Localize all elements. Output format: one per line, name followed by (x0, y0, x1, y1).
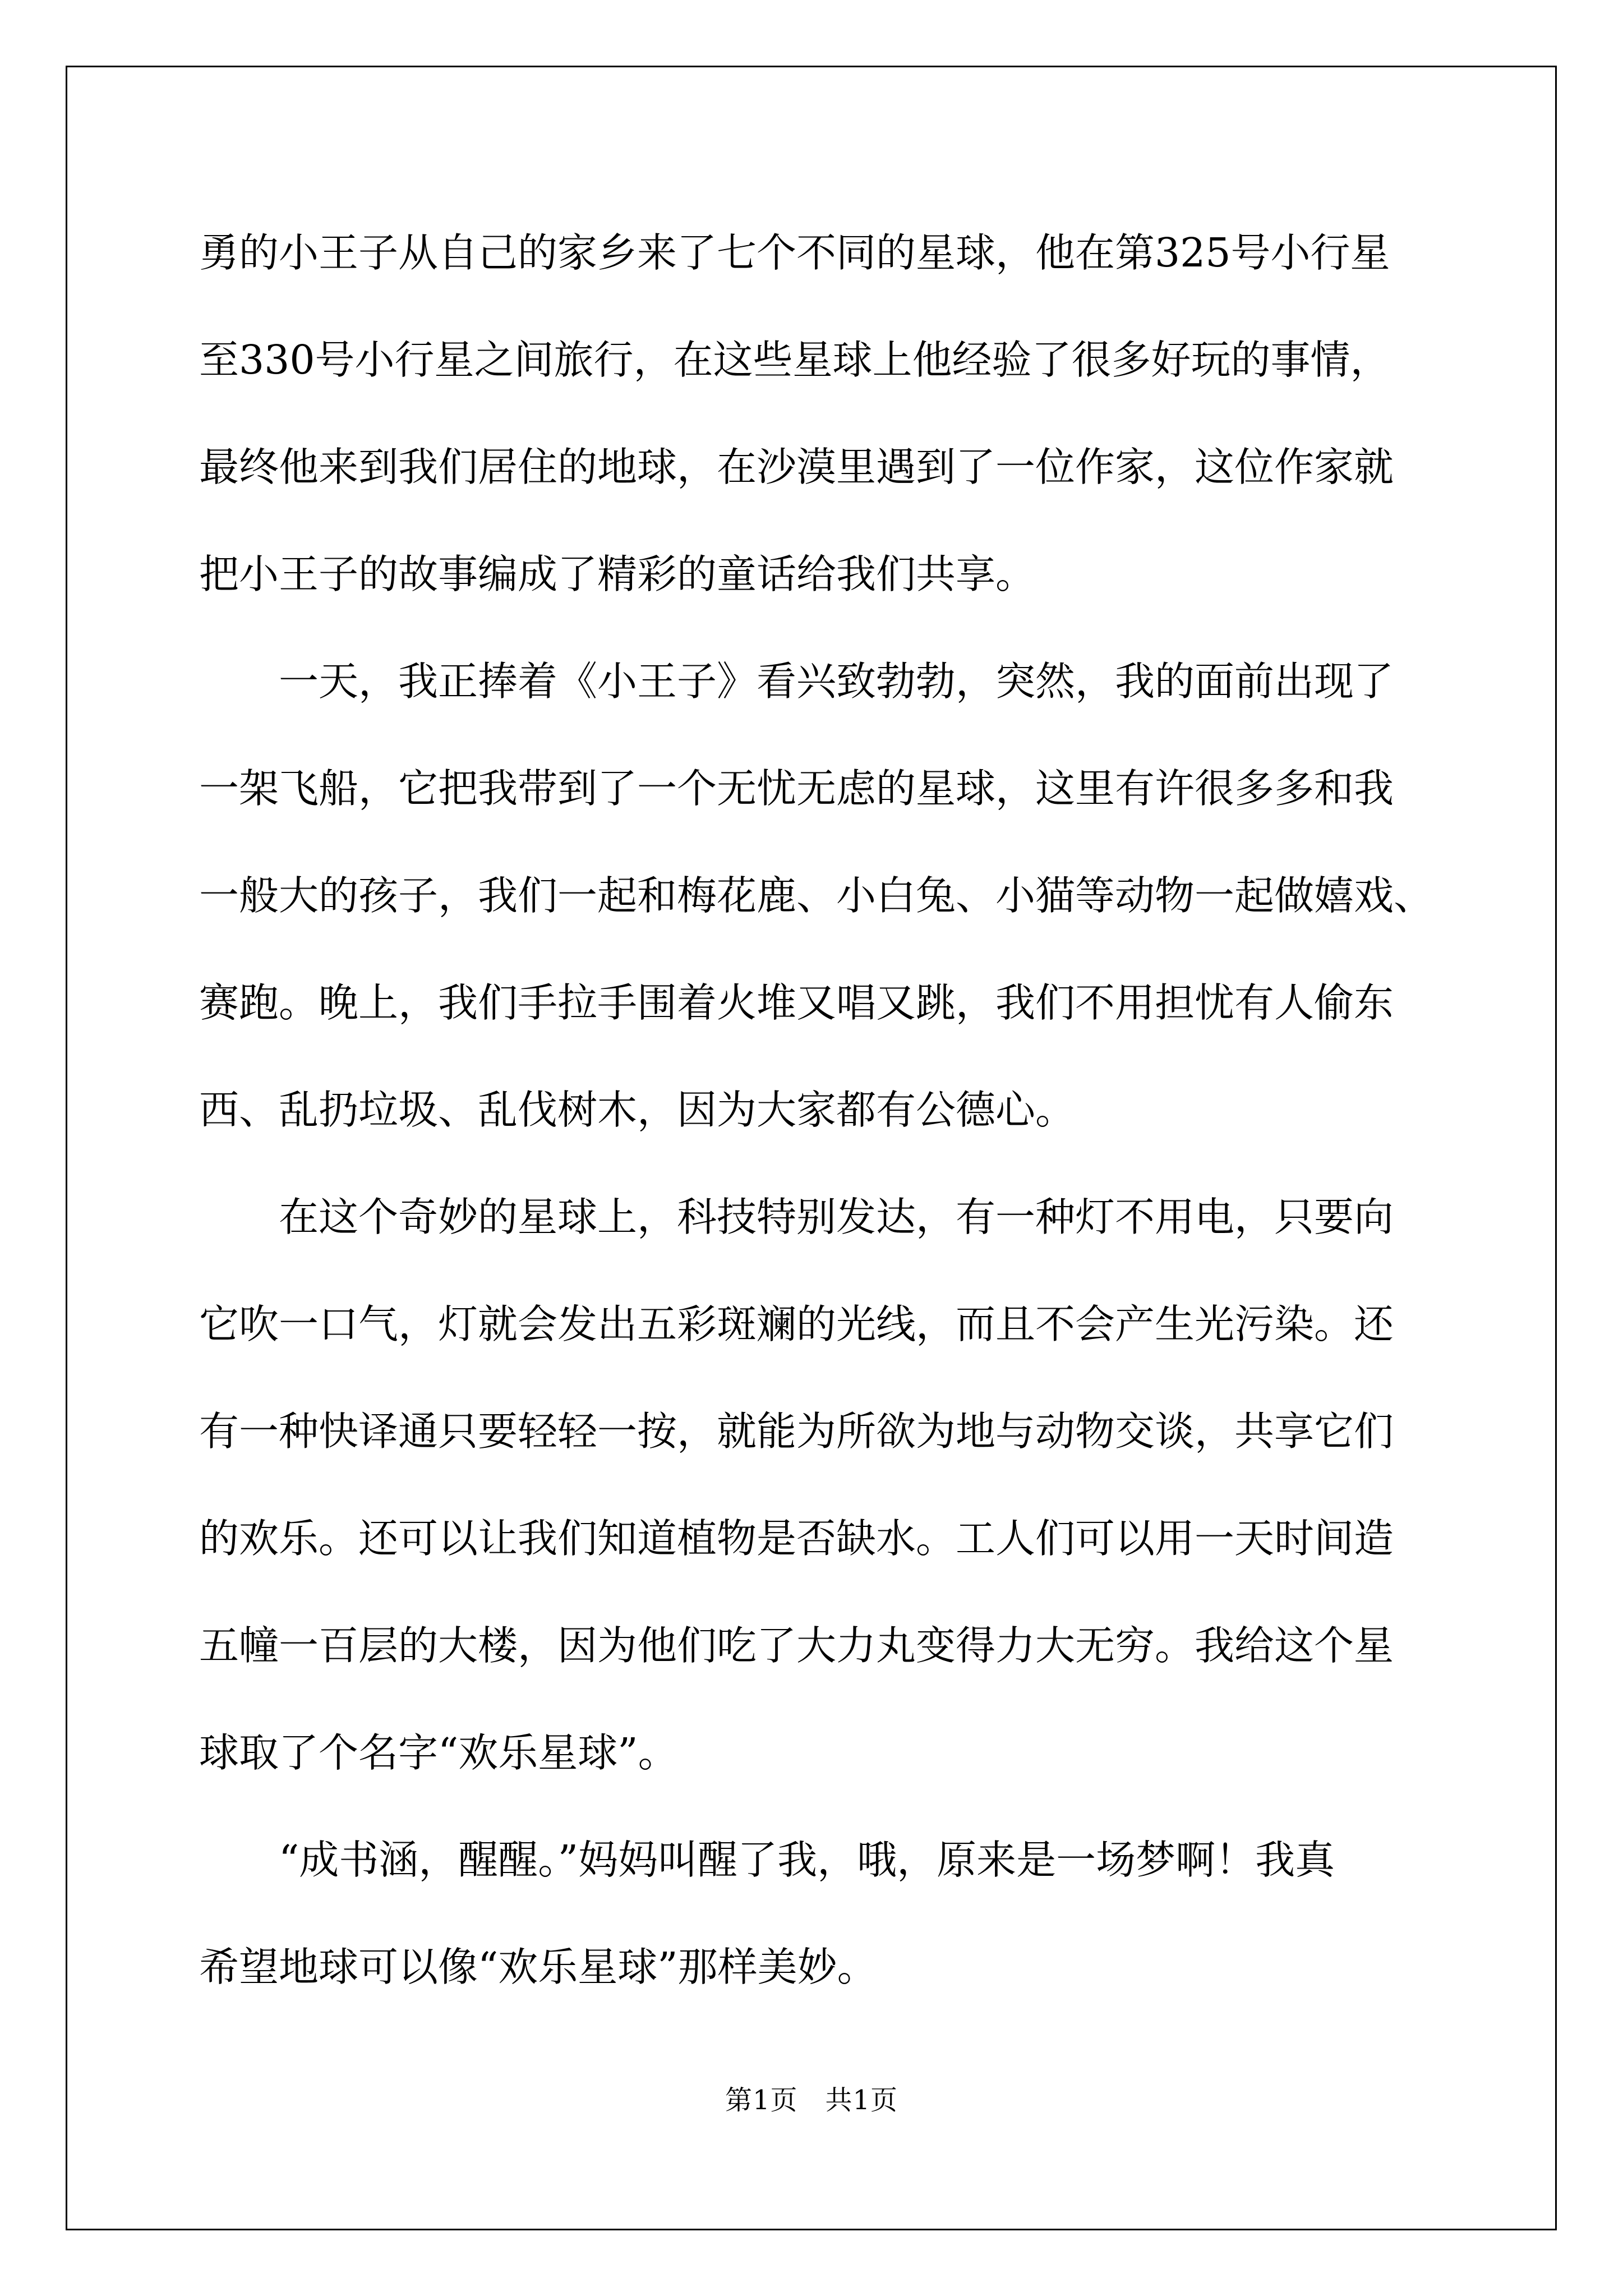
document-body (199, 199, 1450, 2021)
text-line: 在这个奇妙的星球上，科技特别发达，有一种灯不用电，只要向 (279, 1194, 1394, 1240)
text-line: 西、乱扔垃圾、乱伐树木，因为大家都有公德心。 (199, 1087, 1076, 1133)
text-line: 的欢乐。还可以让我们知道植物是否缺水。工人们可以用一天时间造 (199, 1515, 1394, 1562)
text-line: 赛跑。晚上，我们手拉手围着火堆又唱又跳，我们不用担忧有人偷东 (199, 979, 1394, 1026)
text-line: 一架飞船，它把我带到了一个无忧无虑的星球，这里有许很多多和我 (199, 765, 1394, 812)
text-line: 希望地球可以像“欢乐星球”那样美妙。 (199, 1944, 877, 1990)
text-line: 它吹一口气，灯就会发出五彩斑斓的光线，而且不会产生光污染。还 (199, 1301, 1394, 1347)
text-line: 有一种快译通只要轻轻一按，就能为所欲为地与动物交谈，共享它们 (199, 1408, 1394, 1455)
text-line: 勇的小王子从自己的家乡来了七个不同的星球，他在第325号小行星 (199, 229, 1390, 276)
text-line: 五幢一百层的大楼，因为他们吃了大力丸变得力大无穷。我给这个星 (199, 1622, 1394, 1669)
text-line: 至330号小行星之间旅行，在这些星球上他经验了很多好玩的事情， (199, 337, 1390, 383)
text-line: 一般大的孩子，我们一起和梅花鹿、小白兔、小猫等动物一起做嬉戏、 (199, 872, 1434, 919)
text-line: “成书涵，醒醒。”妈妈叫醒了我，哦，原来是一场梦啊！我真 (279, 1837, 1335, 1883)
text-line: 最终他来到我们居住的地球，在沙漠里遇到了一位作家，这位作家就 (199, 444, 1394, 490)
text-line: 一天，我正捧着《小王子》看兴致勃勃，突然，我的面前出现了 (279, 658, 1394, 705)
page-footer: 第1页 共1页 (725, 2085, 898, 2116)
text-line: 球取了个名字“欢乐星球”。 (199, 1729, 678, 1776)
text-line: 把小王子的故事编成了精彩的童话给我们共享。 (199, 551, 1036, 597)
